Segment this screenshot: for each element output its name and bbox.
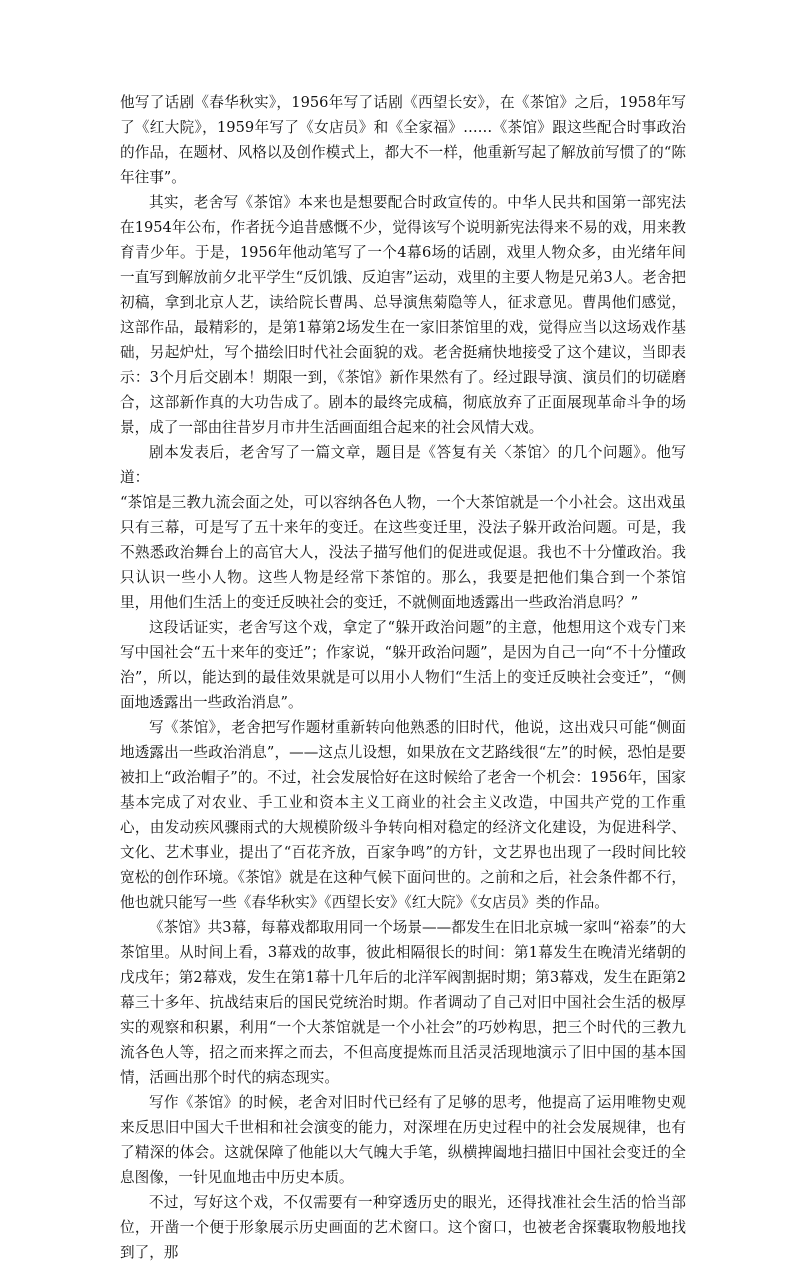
paragraph-8: 写作《茶馆》的时候，老舍对旧时代已经有了足够的思考，他提高了运用唯物史观来反思旧中国大千世相和社会演变的能力，对深埋在历史过程中的社会发展规律，也有了精深的体会。这就保障了他能以大气魄大手笔，纵横捭阖地扫描旧中国社会变迁的全息图像，一针见血地击中历史本质。 [120,1094,686,1186]
paragraph-9: 不过，写好这个戏，不仅需要有一种穿透历史的眼光，还得找准社会生活的恰当部位，开凿一个便于形象展示历史画面的艺术窗口。这个窗口，也被老舍探囊取物般地找到了，那 [120,1194,686,1261]
paragraph-3: 剧本发表后，老舍写了一篇文章，题目是《答复有关〈茶馆〉的几个问题》。他写道： [120,444,686,486]
document-body [120,90,686,1265]
paragraph-1: 他写了话剧《春华秋实》，1956年写了话剧《西望长安》，在《茶馆》之后，1958年写了《红大院》，1959年写了《女店员》和《全家福》……《茶馆》跟这些配合时事政治的作品，在题材、风格以及创作模式上，都大不一样，他重新写起了解放前写惯了的“陈年往事”。 [120,94,686,186]
paragraph-5: 这段话证实，老舍写这个戏，拿定了“躲开政治问题”的主意，他想用这个戏专门来写中国社会“五十来年的变迁”；作家说，“躲开政治问题”，是因为自己一向“不十分懂政治”，所以，能达到的最佳效果就是可以用小人物们“生活上的变迁反映社会变迁”，“侧面地透露出一些政治消息”。 [120,619,686,711]
paragraph-2: 其实，老舍写《茶馆》本来也是想要配合时政宣传的。中华人民共和国第一部宪法在1954年公布，作者抚今追昔感慨不少，觉得该写个说明新宪法得来不易的戏，用来教育青少年。于是，1956年他动笔写了一个4幕6场的话剧，戏里人物众多，由光绪年间一直写到解放前夕北平学生“反饥饿、反迫害”运动，戏里的主要人物是兄弟3人。老舍把初稿，拿到北京人艺，读给院长曹禺、总导演焦菊隐等人，征求意见。曹禺他们感觉，这部作品，最精彩的，是第1幕第2场发生在一家旧茶馆里的戏，觉得应当以这场戏作基础，另起炉灶，写个描绘旧时代社会面貌的戏。老舍挺痛快地接受了这个建议，当即表示：3个月后交剧本！期限一到，《茶馆》新作果然有了。经过跟导演、演员们的切磋磨合，这部新作真的大功告成了。剧本的最终完成稿，彻底放弃了正面展现革命斗争的场景，成了一部由往昔岁月市井生活画面组合起来的社会风情大戏。 [120,194,686,436]
paragraph-6: 写《茶馆》，老舍把写作题材重新转向他熟悉的旧时代，他说，这出戏只可能“侧面地透露出一些政治消息”，——这点儿设想，如果放在文艺路线很“左”的时候，恐怕是要被扣上“政治帽子”的。不过，社会发展恰好在这时候给了老舍一个机会：1956年，国家基本完成了对农业、手工业和资本主义工商业的社会主义改造，中国共产党的工作重心，由发动疾风骤雨式的大规模阶级斗争转向相对稳定的经济文化建设，为促进科学、文化、艺术事业，提出了“百花齐放，百家争鸣”的方针，文艺界也出现了一段时间比较宽松的创作环境。《茶馆》就是在这种气候下面问世的。之前和之后，社会条件都不行，他也就只能写一些《春华秋实》《西望长安》《红大院》《女店员》类的作品。 [120,719,686,911]
paragraph-7: 《茶馆》共3幕，每幕戏都取用同一个场景——都发生在旧北京城一家叫“裕泰”的大茶馆里。从时间上看，3幕戏的故事，彼此相隔很长的时间：第1幕发生在晚清光绪朝的戊戌年；第2幕戏，发生在第1幕十几年后的北洋军阀割据时期；第3幕戏，发生在距第2幕三十多年、抗战结束后的国民党统治时期。作者调动了自己对旧中国社会生活的极厚实的观察和积累，利用“一个大茶馆就是一个小社会”的巧妙构思，把三个时代的三教九流各色人等，招之而来挥之而去，不但高度提炼而且活灵活现地演示了旧中国的基本国情，活画出那个时代的病态现实。 [120,919,686,1086]
quotation-paragraph: “茶馆是三教九流会面之处，可以容纳各色人物，一个大茶馆就是一个小社会。这出戏虽只有三幕，可是写了五十来年的变迁。在这些变迁里，没法子躲开政治问题。可是，我不熟悉政治舞台上的高官大人，没法子描写他们的促进或促退。我也不十分懂政治。我只认识一些小人物。这些人物是经常下茶馆的。那么，我要是把他们集合到一个茶馆里，用他们生活上的变迁反映社会的变迁，不就侧面地透露出一些政治消息吗？” [120,494,686,611]
